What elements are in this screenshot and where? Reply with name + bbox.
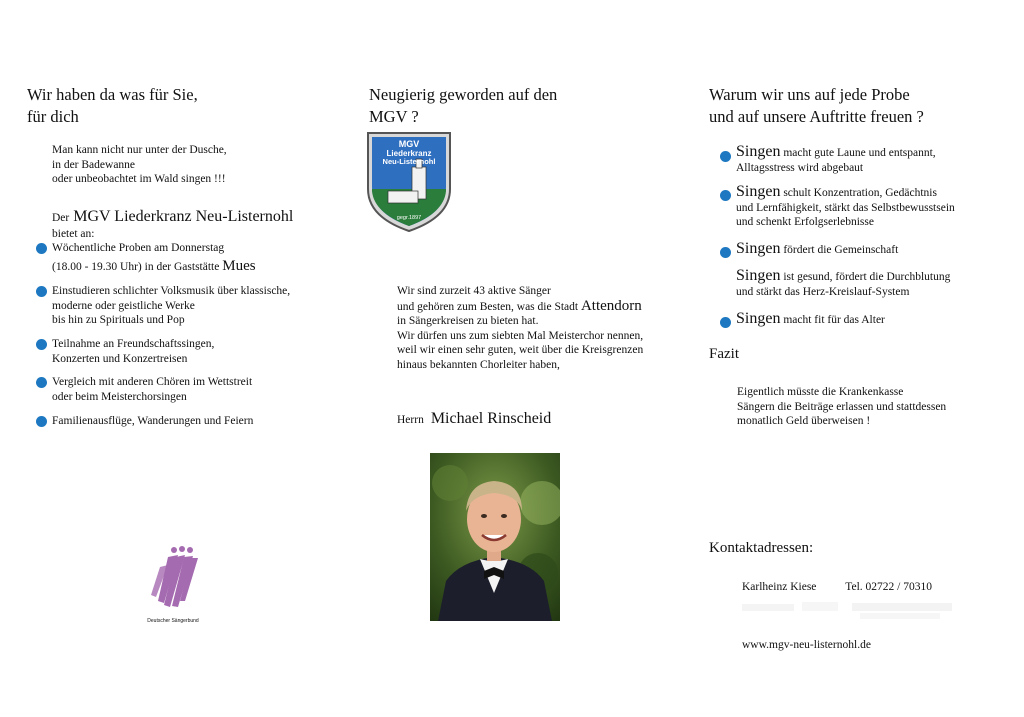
item-text: macht gute Laune und entspannt, [783, 147, 936, 159]
bullet-dot-icon [36, 416, 47, 427]
bullet-dot-icon [720, 317, 731, 328]
conductor-name: Michael Rinscheid [430, 410, 552, 427]
fazit-text [737, 385, 946, 429]
body-line: Wir dürfen uns zum siebten Mal Meisterchor nennen, [397, 329, 644, 342]
bullet-dot-icon [720, 190, 731, 201]
bullet-text: (18.00 - 19.30 Uhr) in der Gaststätte [52, 260, 220, 273]
list-item [736, 185, 955, 230]
bullet-dot-icon [720, 151, 731, 162]
saengerbund-logo [138, 545, 208, 623]
venue-name: Mues [222, 257, 256, 274]
list-item [52, 337, 214, 366]
der-label: Der [52, 212, 70, 224]
bullet-dot-icon [36, 377, 47, 388]
bullet-line [736, 185, 955, 201]
bullet-line: Alltagsstress wird abgebaut [736, 161, 864, 174]
bullet-line: moderne oder geistliche Werke [52, 299, 195, 312]
bullet-dot-icon [720, 247, 731, 258]
bullet-dot-icon [36, 243, 47, 254]
body-line: weil wir einen sehr guten, weit über die Kreisgrenzen [397, 344, 644, 356]
crest-line2: Liederkranz [386, 149, 432, 158]
intro-line: oder unbeobachtet im Wald singen !!! [52, 173, 226, 185]
col1-heading-line1: Wir haben da was für Sie, [27, 85, 198, 104]
singen-word: Singen [736, 267, 781, 284]
crest-line1: MGV [398, 139, 420, 149]
fazit-line: Eigentlich müsste die Krankenkasse [737, 386, 904, 398]
bullet-line: Konzerten und Konzertreisen [52, 352, 188, 365]
bullet-line [52, 259, 256, 275]
faded-contact-row [742, 600, 954, 622]
col2-heading-line2: MGV ? [369, 107, 419, 126]
list-item [52, 241, 256, 274]
col2-heading [369, 84, 557, 128]
col1-heading-line2: für dich [27, 107, 79, 126]
col3-heading-line2: und auf unsere Auftritte freuen ? [709, 107, 924, 126]
col3-heading [709, 84, 924, 128]
col3-heading-line1: Warum wir uns auf jede Probe [709, 85, 910, 104]
saengerbund-logo-icon [138, 545, 208, 611]
portrait-image [430, 453, 560, 621]
contact-name: Karlheinz Kiese [742, 581, 817, 593]
intro-line: in der Badewanne [52, 158, 136, 171]
singen-word: Singen [736, 183, 781, 200]
bullet-line: Wöchentliche Proben am Donnerstag [52, 242, 225, 254]
intro-line: Man kann nicht nur unter der Dusche, [52, 144, 227, 156]
bullet-line: Teilnahme an Freundschaftssingen, [52, 338, 215, 350]
bullet-dot-icon [36, 339, 47, 350]
col2-heading-line1: Neugierig geworden auf den [369, 85, 558, 104]
list-item [52, 375, 252, 404]
bullet-dot-icon [36, 286, 47, 297]
singen-word: Singen [736, 143, 781, 160]
singen-word: Singen [736, 310, 781, 327]
item-text: ist gesund, fördert die Durchblutung [783, 271, 951, 283]
list-item [736, 242, 898, 258]
body-line [397, 299, 643, 315]
body-line: in Sängerkreisen zu bieten hat. [397, 315, 539, 327]
org-line [52, 208, 293, 226]
item-text: fördert die Gemeinschaft [783, 244, 899, 256]
item-text: macht fit für das Alter [783, 314, 885, 326]
bullet-line: und schenkt Erfolgserlebnisse [736, 216, 874, 228]
fazit-line: Sängern die Beiträge erlassen und stattdessen [737, 400, 947, 413]
bullet-line: und Lernfähigkeit, stärkt das Selbstbewusstsein [736, 201, 955, 214]
city-name: Attendorn [580, 297, 642, 314]
crest-icon [364, 129, 454, 235]
crest-founded: gegr.1897 [396, 215, 422, 221]
contact-phone: Tel. 02722 / 70310 [845, 581, 932, 593]
herrn-label: Herrn [397, 414, 424, 426]
body-line: hinaus bekannten Chorleiter haben, [397, 358, 560, 371]
conductor-photo [430, 453, 560, 621]
col1-heading [27, 84, 198, 128]
bullet-line [736, 269, 950, 285]
contact-row [742, 580, 932, 595]
website-link[interactable]: www.mgv-neu-listernohl.de [742, 639, 871, 651]
fazit-line: monatlich Geld überweisen ! [737, 415, 871, 427]
contacts-heading: Kontaktadressen: [709, 540, 814, 556]
col1-intro [52, 143, 227, 187]
fazit-heading: Fazit [709, 346, 739, 362]
logo-caption: Deutscher Sängerbund [147, 618, 199, 624]
conductor-line [397, 410, 551, 428]
bietet-label: bietet an: [52, 228, 95, 240]
bullet-line: Einstudieren schlichter Volksmusik über klassische, [52, 285, 291, 297]
list-item: Familienausflüge, Wanderungen und Feiern [52, 415, 254, 427]
org-name: MGV Liederkranz Neu-Listernohl [73, 208, 294, 225]
bullet-line [736, 145, 936, 161]
list-item [736, 312, 885, 328]
crest-line3: Neu-Listernohl [382, 157, 436, 166]
list-item [52, 284, 290, 328]
bullet-line: Vergleich mit anderen Chören im Wettstreit [52, 376, 253, 388]
bullet-line: und stärkt das Herz-Kreislauf-System [736, 285, 910, 298]
bullet-line: oder beim Meisterchorsingen [52, 390, 187, 403]
list-item [736, 269, 950, 299]
body-line: Wir sind zurzeit 43 aktive Sänger [397, 285, 551, 297]
list-item [736, 145, 936, 175]
body-text: und gehören zum Besten, was die Stadt [397, 300, 579, 313]
bullet-line: bis hin zu Spirituals und Pop [52, 314, 185, 326]
singen-word: Singen [736, 240, 781, 257]
club-crest [364, 129, 454, 235]
col2-body [397, 284, 643, 372]
item-text: schult Konzentration, Gedächtnis [783, 187, 937, 199]
